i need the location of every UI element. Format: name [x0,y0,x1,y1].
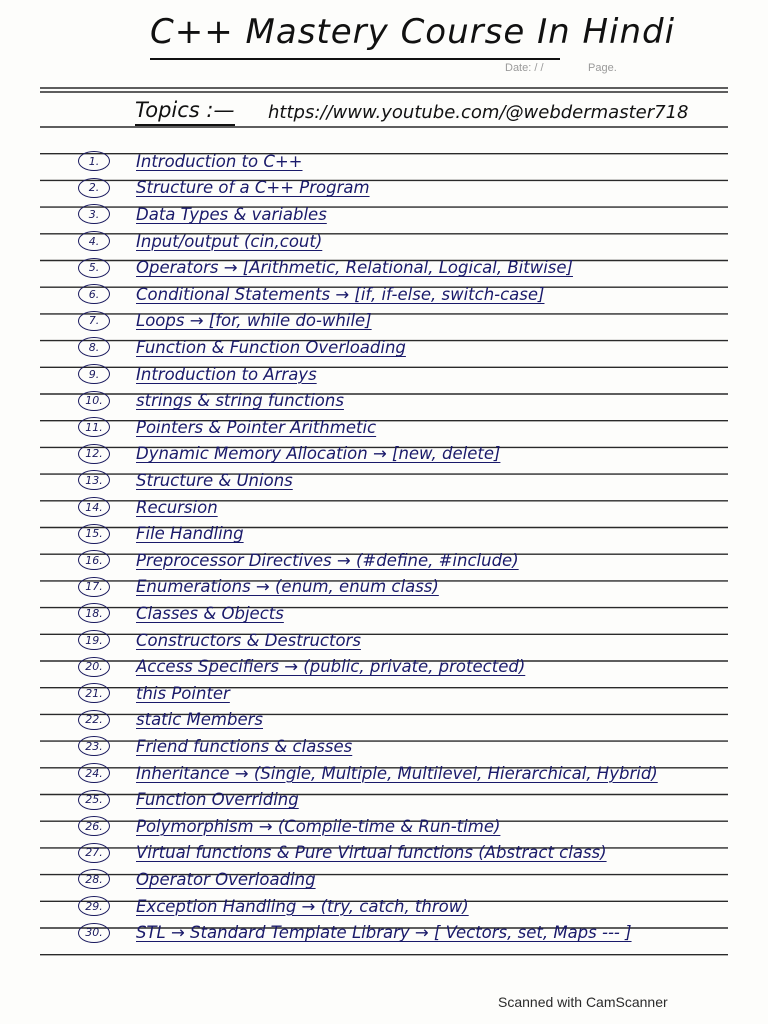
topic-text: strings & string functions [136,391,344,411]
topic-text: Inheritance → (Single, Multiple, Multilevel, Hierarchical, Hybrid) [136,763,658,783]
topic-number-circle: 9. [78,364,110,384]
topic-item [78,680,738,707]
topic-number-circle: 27. [78,843,110,863]
topic-item [78,441,738,468]
topic-number-circle: 25. [78,790,110,810]
topic-text: Structure of a C++ Program [136,178,370,198]
topic-text: Pointers & Pointer Arithmetic [136,417,377,437]
topic-item [78,494,738,521]
topic-text: Dynamic Memory Allocation → [new, delete] [136,444,501,464]
topic-item [78,653,738,680]
topic-item [78,281,738,308]
topic-item [78,308,738,335]
page-title: C++ Mastery Course In Hindi [150,12,676,52]
topic-number-circle: 6. [78,284,110,304]
topic-number-circle: 11. [78,417,110,437]
scanner-watermark: Scanned with CamScanner [498,994,668,1010]
topic-number-circle: 17. [78,577,110,597]
topic-text: Polymorphism → (Compile-time & Run-time) [136,816,501,836]
topic-text: Constructors & Destructors [136,630,361,650]
topic-number-circle: 19. [78,630,110,650]
topic-item [78,919,738,946]
topic-item [78,707,738,734]
topic-number-circle: 28. [78,869,110,889]
topic-number-circle: 22. [78,710,110,730]
topic-number-circle: 16. [78,550,110,570]
topic-item [78,228,738,255]
topic-number-circle: 3. [78,204,110,224]
topic-number-circle: 21. [78,683,110,703]
topic-item [78,520,738,547]
topic-number-circle: 10. [78,391,110,411]
topic-item [78,840,738,867]
topic-number-circle: 14. [78,497,110,517]
topic-item [78,387,738,414]
topic-text: Recursion [136,497,218,517]
topic-item [78,600,738,627]
topic-item [78,334,738,361]
topic-number-circle: 24. [78,763,110,783]
topic-item [78,414,738,441]
topic-text: this Pointer [136,683,230,703]
topic-item [78,733,738,760]
topic-text: STL → Standard Template Library → [ Vectors, set, Maps --- ] [136,923,632,943]
topic-text: Classes & Objects [136,603,284,623]
topic-text: Introduction to C++ [136,151,303,171]
topic-number-circle: 29. [78,896,110,916]
topic-number-circle: 5. [78,258,110,278]
topic-text: Function & Function Overloading [136,337,406,357]
topic-item [78,786,738,813]
topic-number-circle: 2. [78,178,110,198]
topic-number-circle: 20. [78,657,110,677]
topic-item [78,254,738,281]
topic-number-circle: 26. [78,816,110,836]
topic-text: Virtual functions & Pure Virtual functions (Abstract class) [136,843,607,863]
topic-text: Exception Handling → (try, catch, throw) [136,896,469,916]
topic-text: File Handling [136,524,244,544]
youtube-url: https://www.youtube.com/@webdermaster718 [268,102,689,123]
topic-number-circle: 30. [78,923,110,943]
topic-item [78,627,738,654]
topic-item [78,574,738,601]
topic-text: Data Types & variables [136,204,327,224]
topic-number-circle: 4. [78,231,110,251]
topic-number-circle: 15. [78,524,110,544]
topic-number-circle: 8. [78,337,110,357]
topic-text: Preprocessor Directives → (#define, #include) [136,550,519,570]
topic-item [78,175,738,202]
topic-number-circle: 18. [78,603,110,623]
topic-item [78,148,738,175]
topic-item [78,361,738,388]
topic-item [78,467,738,494]
topic-item [78,813,738,840]
page-number-label: Page. [588,62,617,74]
topic-text: Conditional Statements → [if, if-else, switch-case] [136,284,545,304]
topic-text: Access Specifiers → (public, private, protected) [136,657,526,677]
topic-text: Function Overriding [136,790,299,810]
topic-text: Input/output (cin,cout) [136,231,323,251]
topic-item [78,866,738,893]
topic-text: Loops → [for, while do-while] [136,311,372,331]
topic-text: Enumerations → (enum, enum class) [136,577,439,597]
topic-item [78,893,738,920]
topic-number-circle: 12. [78,444,110,464]
topic-number-circle: 23. [78,736,110,756]
topic-text: Introduction to Arrays [136,364,317,384]
topics-heading: Topics :— [135,98,235,122]
topic-text: Friend functions & classes [136,736,353,756]
topic-number-circle: 1. [78,151,110,171]
topic-number-circle: 7. [78,311,110,331]
topic-text: static Members [136,710,264,730]
topic-number-circle: 13. [78,470,110,490]
topic-item [78,760,738,787]
topic-text: Operator Overloading [136,869,316,889]
topic-text: Operators → [Arithmetic, Relational, Logical, Bitwise] [136,258,573,278]
topic-item [78,547,738,574]
topic-text: Structure & Unions [136,470,293,490]
topic-item [78,201,738,228]
date-label: Date: / / [505,62,544,74]
